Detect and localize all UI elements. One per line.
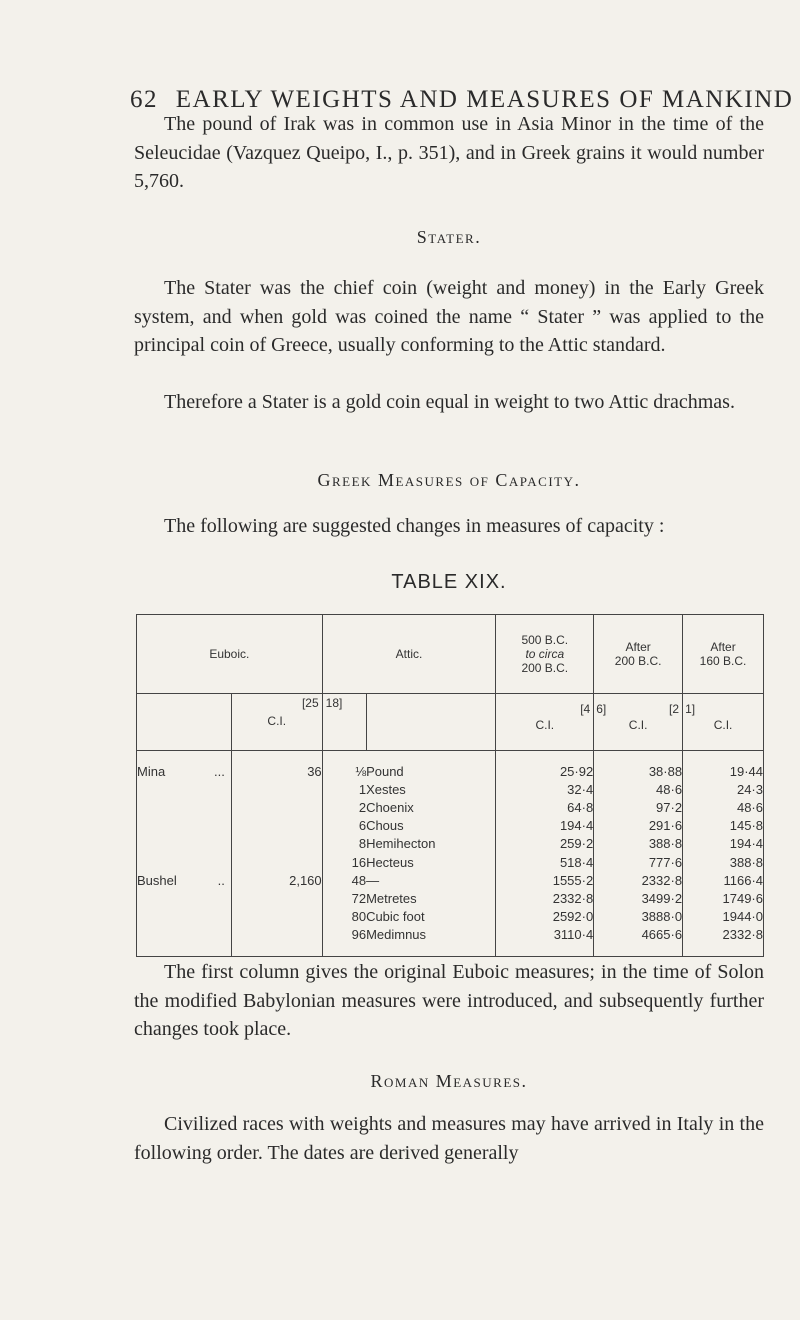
header-after-160bc-line2: 160 B.C.	[699, 654, 747, 668]
paragraph-civilized-races: Civilized races with weights and measures may have arrived in Italy in the following order. The dates are derived generally	[134, 1113, 764, 1164]
cell-euboic-name	[137, 763, 232, 781]
spacer-cell	[231, 944, 322, 957]
subheader-attic-bracket: 18]	[325, 696, 343, 710]
cell-attic-value: 16	[322, 853, 366, 871]
cell-after-160bc: 388·8	[683, 853, 764, 871]
cell-attic-value: 96	[322, 926, 366, 944]
cell-euboic-value	[231, 853, 322, 871]
table-row	[137, 926, 764, 944]
spacer-cell	[594, 944, 683, 957]
table-title: TABLE XIX.	[391, 571, 507, 593]
cell-euboic-value: 36	[231, 763, 322, 781]
cell-attic-value: 80	[322, 908, 366, 926]
cell-attic-value: 48	[322, 872, 366, 890]
cell-euboic-name	[137, 799, 232, 817]
table-row	[137, 817, 764, 835]
cell-euboic-value	[231, 799, 322, 817]
spacer-cell	[496, 751, 594, 764]
header-500bc-line1: 500 B.C.	[521, 633, 569, 647]
table-row	[137, 853, 764, 871]
dot-leader: ...	[213, 764, 225, 780]
cell-attic-name: Xestes	[366, 782, 406, 798]
subheader-after-160bc-open: 1]	[685, 702, 696, 716]
cell-attic-value: ⅛	[322, 763, 366, 781]
table-row	[137, 799, 764, 817]
subheader-500bc-ci-label: C.I.	[535, 718, 555, 732]
subheader-euboic-ci-label: C.I.	[267, 714, 287, 728]
spacer-cell	[496, 944, 594, 957]
euboic-measure-name: Bushel	[137, 872, 177, 888]
cell-attic-name: Choenix	[366, 800, 414, 816]
subheader-attic-ci	[322, 694, 366, 751]
cell-after-200bc: 388·8	[594, 835, 683, 853]
table-body	[137, 763, 764, 944]
subheader-euboic-bracket: [25	[301, 696, 319, 710]
subheader-euboic-blank	[137, 694, 232, 751]
cell-after-200bc: 38·88	[594, 763, 683, 781]
header-after-200bc-line2: 200 B.C.	[614, 654, 662, 668]
cell-after-160bc: 2332·8	[683, 926, 764, 944]
spacer-cell	[322, 944, 366, 957]
table-bottom-row	[137, 944, 764, 957]
table-row	[137, 872, 764, 890]
cell-euboic-value	[231, 835, 322, 853]
spacer-cell	[137, 751, 232, 764]
cell-after-160bc: 1944·0	[683, 908, 764, 926]
subheader-euboic-ci	[231, 694, 322, 751]
cell-after-200bc: 291·6	[594, 817, 683, 835]
cell-attic-name: Cubic foot	[366, 908, 425, 924]
heading-greek-capacity: Greek Measures of Capacity.	[317, 470, 581, 490]
spacer-cell	[366, 751, 496, 764]
header-after-160bc-line1: After	[710, 640, 736, 654]
cell-euboic-name	[137, 926, 232, 944]
table-row	[137, 890, 764, 908]
paragraph-first-column: The first column gives the original Euboic measures; in the time of Solon the modified Babylonian measures were introduced, and subsequently further changes took place.	[134, 961, 764, 1040]
subheader-after-200bc-ci	[594, 694, 683, 751]
book-title: EARLY WEIGHTS AND MEASURES OF MANKIND	[175, 86, 794, 113]
cell-after-160bc: 24·3	[683, 781, 764, 799]
cell-500bc: 64·8	[496, 799, 594, 817]
dot-leader: ..	[217, 872, 225, 888]
cell-after-200bc: 3888·0	[594, 908, 683, 926]
cell-500bc: 259·2	[496, 835, 594, 853]
table-row	[137, 835, 764, 853]
subheader-attic-blank	[366, 694, 496, 751]
cell-euboic-name	[137, 817, 232, 835]
cell-500bc: 32·4	[496, 781, 594, 799]
capacity-table	[136, 614, 764, 957]
spacer-cell	[137, 944, 232, 957]
cell-attic-name: Metretes	[366, 890, 417, 906]
cell-attic-name: Hemihecton	[366, 836, 436, 852]
page-number: 62	[130, 86, 158, 113]
spacer-cell	[683, 751, 764, 764]
heading-roman-measures: Roman Measures.	[370, 1071, 528, 1091]
euboic-measure-name: Mina	[137, 764, 166, 780]
heading-stater: Stater.	[416, 227, 482, 247]
cell-500bc: 3110·4	[496, 926, 594, 944]
cell-after-160bc: 1166·4	[683, 872, 764, 890]
cell-euboic-name	[137, 781, 232, 799]
cell-euboic-name	[137, 908, 232, 926]
cell-euboic-value	[231, 926, 322, 944]
cell-attic-name: Pound	[366, 764, 404, 780]
subheader-500bc-ci	[496, 694, 594, 751]
cell-after-160bc: 19·44	[683, 763, 764, 781]
table-header-row	[137, 615, 764, 694]
cell-after-200bc: 48·6	[594, 781, 683, 799]
cell-attic-name: Medimnus	[366, 926, 427, 942]
header-500bc	[496, 615, 594, 694]
cell-attic-value: 2	[322, 799, 366, 817]
header-500bc-line2: to circa	[525, 647, 565, 661]
cell-attic-value: 1	[322, 781, 366, 799]
paragraph-drachmas: Therefore a Stater is a gold coin equal in weight to two Attic drachmas.	[164, 391, 735, 413]
subheader-after-200bc-ci-label: C.I.	[628, 718, 648, 732]
header-500bc-line3: 200 B.C.	[521, 661, 569, 675]
cell-after-200bc: 2332·8	[594, 872, 683, 890]
cell-euboic-value	[231, 817, 322, 835]
cell-euboic-value	[231, 890, 322, 908]
cell-attic-value: 8	[322, 835, 366, 853]
cell-attic-name: Chous	[366, 818, 404, 834]
cell-euboic-name	[137, 853, 232, 871]
header-euboic: Euboic.	[137, 615, 323, 694]
table-row	[137, 781, 764, 799]
cell-after-200bc: 97·2	[594, 799, 683, 817]
table-row	[137, 908, 764, 926]
paragraph-stater: The Stater was the chief coin (weight and money) in the Early Greek system, and when gold was coined the name “ Stater ” was applied to the principal coin of Greece, usually conforming to the Attic standard.	[134, 277, 764, 356]
cell-500bc: 25·92	[496, 763, 594, 781]
cell-euboic-name	[137, 835, 232, 853]
cell-500bc: 1555·2	[496, 872, 594, 890]
cell-500bc: 2332·8	[496, 890, 594, 908]
spacer-cell	[594, 751, 683, 764]
cell-euboic-name	[137, 872, 232, 890]
cell-euboic-value	[231, 781, 322, 799]
cell-after-160bc: 145·8	[683, 817, 764, 835]
paragraph-changes: The following are suggested changes in measures of capacity :	[164, 515, 665, 537]
subheader-after-160bc-ci-label: C.I.	[713, 718, 733, 732]
cell-euboic-name	[137, 890, 232, 908]
cell-500bc: 194·4	[496, 817, 594, 835]
subheader-after-160bc-ci	[683, 694, 764, 751]
cell-after-160bc: 1749·6	[683, 890, 764, 908]
cell-after-200bc: 777·6	[594, 853, 683, 871]
spacer-cell	[366, 944, 496, 957]
subheader-500bc-bracket: [4	[580, 702, 591, 716]
spacer-cell	[683, 944, 764, 957]
cell-attic-value: 72	[322, 890, 366, 908]
cell-attic-name: —	[366, 872, 380, 888]
spacer-cell	[231, 751, 322, 764]
subheader-after-200bc-bracket: [2	[669, 702, 680, 716]
cell-after-200bc: 4665·6	[594, 926, 683, 944]
spacer-cell	[322, 751, 366, 764]
header-attic: Attic.	[322, 615, 496, 694]
cell-after-160bc: 194·4	[683, 835, 764, 853]
cell-after-200bc: 3499·2	[594, 890, 683, 908]
cell-attic-name: Hecteus	[366, 854, 414, 870]
paragraph-irak: The pound of Irak was in common use in Asia Minor in the time of the Seleucidae (Vazquez Queipo, I., p. 351), and in Greek grains it would number 5,760.	[134, 113, 764, 192]
cell-after-160bc: 48·6	[683, 799, 764, 817]
cell-euboic-value	[231, 908, 322, 926]
table-row	[137, 763, 764, 781]
cell-500bc: 2592·0	[496, 908, 594, 926]
header-after-160bc	[683, 615, 764, 694]
table-spacer-row	[137, 751, 764, 764]
cell-attic-value: 6	[322, 817, 366, 835]
table-subheader-row	[137, 694, 764, 751]
subheader-after-200bc-open: 6]	[596, 702, 607, 716]
cell-euboic-value: 2,160	[231, 872, 322, 890]
header-after-200bc	[594, 615, 683, 694]
cell-500bc: 518·4	[496, 853, 594, 871]
header-after-200bc-line1: After	[625, 640, 651, 654]
